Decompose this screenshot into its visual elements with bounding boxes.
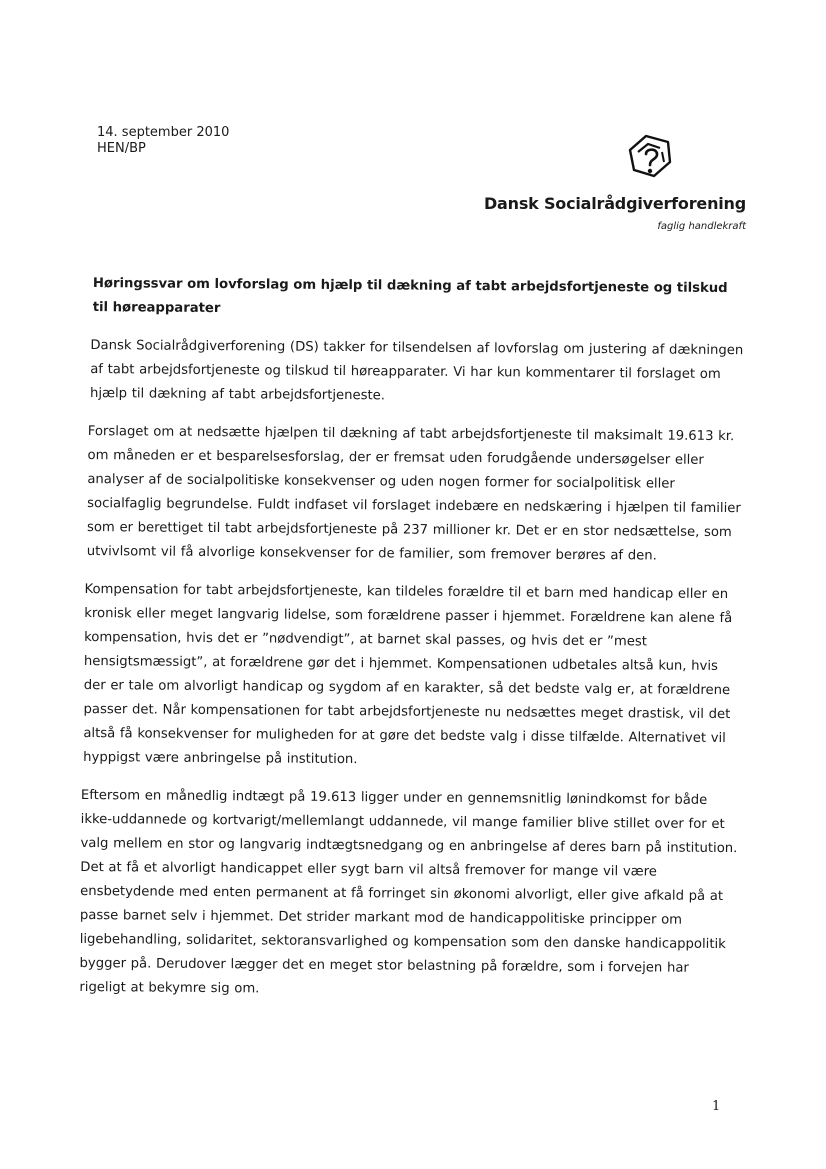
paragraph-1: Dansk Socialrådgiverforening (DS) takker for tilsendelsen af lovforslag om justering af dækningen af tabt arbejdsfortjeneste og tilskud til høreapparater. Vi har kun kommentarer til forslaget om hjælp til dækning af tabt arbejdsfortjeneste.	[89, 338, 744, 404]
letter-heading: Høringssvar om lovforslag om hjælp til dækning af tabt arbejdsfortjeneste og tilskud til høreapparater	[92, 276, 728, 317]
logo-mark-icon	[624, 132, 676, 180]
letter-reference: HEN/BP	[97, 141, 146, 156]
letter-meta	[97, 125, 229, 157]
letter-body	[79, 272, 745, 1019]
paragraph-3: Kompensation for tabt arbejdsfortjeneste, kan tildeles forældre til et barn med handicap eller en kronisk eller meget langvarig lidelse, som forældrene passer i hjemmet. Forældrene kan alene få kompensation, hvis det er ”nødvendigt”, at barnet skal passes, og hvis det er ”mest hensigtsmæssigt”, at forældrene gør det i hjemmet. Kompensationen udbetales altså kun, hvis der er tale om alvorligt handicap og sygdom af en karakter, så det bedste valg er, at forældrene passer det. Når kompensationen for tabt arbejdsfortjeneste nu nedsættes meget drastisk, vil det altså få konsekvenser for muligheden for at gøre det bedste valg i disse tilfælde. Alternativet vil hyppigst være anbringelse på institution.	[83, 582, 733, 768]
organization-name: Dansk Socialrådgiverforening	[483, 194, 746, 213]
organization-tagline: faglig handlekraft	[657, 221, 746, 232]
letter-date: 14. september 2010	[97, 125, 230, 140]
organization-logo	[483, 132, 746, 242]
page-number: 1	[712, 1099, 721, 1114]
paragraph-2: Forslaget om at nedsætte hjælpen til dækning af tabt arbejdsfortjeneste til maksimalt 19.613 kr. om måneden er et besparelsesforslag, der er fremsat uden forudgående undersøgelser eller analyser af de socialpolitiske konsekvenser og uden nogen former for socialpolitisk eller socialfaglig begrundelse. Fuldt indfaset vil forslaget indebære en nedskæring i hjælpen til familier som er berettiget til tabt arbejdsfortjeneste på 237 millioner kr. Det er en stor nedsættelse, som utvivlsomt vil få alvorlige konsekvenser for de familier, som fremover berøres af den.	[86, 424, 741, 564]
paragraph-4: Eftersom en månedlig indtægt på 19.613 ligger under en gennemsnitlig lønindkomst for både ikke-uddannede og kortvarigt/mellemlangt uddannede, vil mange familier blive stillet over for et valg mellem en stor og langvarig indtægtsnedgang og en anbringelse af deres barn på institution. Det at få et alvorligt handicappet eller sygt barn vil altså fremover for mange vil være ensbetydende med enten permanent at få forringet sin økonomi alvorligt, eller give afkald på at passe barnet selv i hjemmet. Det strider markant mod de handicappolitiske principper om ligebehandling, solidaritet, sektoransvarlighed og kompensation som den danske handicappolitik bygger på. Derudover lægger det en meget stor belastning på forældre, som i forvejen har rigeligt at bekymre sig om.	[79, 787, 738, 997]
